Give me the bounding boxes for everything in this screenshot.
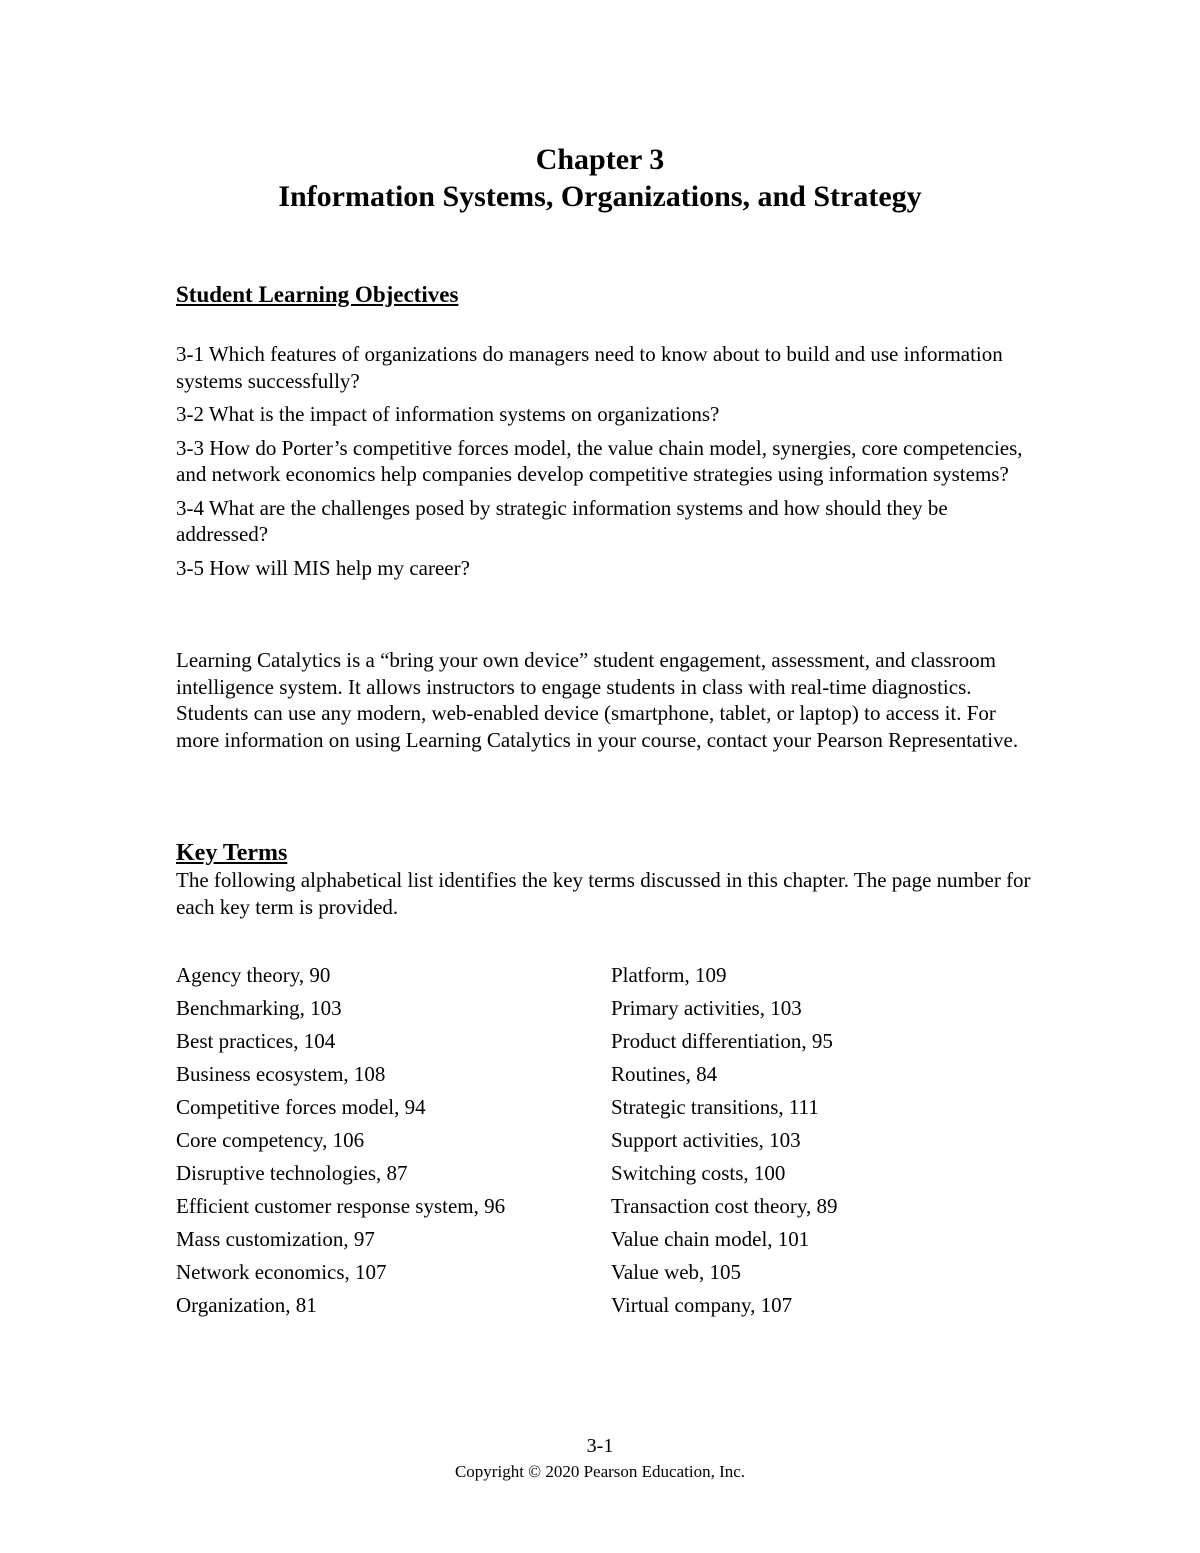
- key-term: Routines, 84: [611, 1062, 718, 1086]
- key-terms-intro: The following alphabetical list identifies the key terms discussed in this chapter. The page number for each key term is provided.: [176, 868, 1031, 919]
- objective-item: 3-1 Which features of organizations do managers need to know about to build and use information systems successfully?: [176, 342, 1003, 393]
- key-term: Value chain model, 101: [611, 1227, 810, 1251]
- key-term: Network economics, 107: [176, 1260, 387, 1284]
- learning-catalytics-paragraph: Learning Catalytics is a “bring your own device” student engagement, assessment, and classroom intelligence system. It allows instructors to engage students in class with real-time diagnostics. Students can use any modern, web-enabled device (smartphone, tablet, or laptop) to access it. For more information on using Learning Catalytics in your course, contact your Pearson Representative.: [176, 648, 1019, 752]
- key-term: Efficient customer response system, 96: [176, 1194, 506, 1218]
- key-terms-right-column: [611, 959, 1031, 1322]
- key-term: Strategic transitions, 111: [611, 1095, 819, 1119]
- objective-item: 3-5 How will MIS help my career?: [176, 555, 470, 580]
- objective-item: 3-4 What are the challenges posed by strategic information systems and how should they be addressed?: [176, 495, 948, 546]
- key-term: Business ecosystem, 108: [176, 1062, 386, 1086]
- objectives-list: [176, 341, 1036, 588]
- key-terms-left-column: [176, 959, 596, 1322]
- objectives-heading: Student Learning Objectives: [176, 282, 459, 307]
- key-term: Transaction cost theory, 89: [611, 1194, 838, 1218]
- key-term: Switching costs, 100: [611, 1161, 786, 1185]
- key-term: Platform, 109: [611, 963, 727, 987]
- key-term: Value web, 105: [611, 1260, 742, 1284]
- key-term: Best practices, 104: [176, 1029, 336, 1053]
- key-term: Organization, 81: [176, 1293, 317, 1317]
- key-term: Product differentiation, 95: [611, 1029, 833, 1053]
- key-term: Support activities, 103: [611, 1128, 801, 1152]
- key-term: Mass customization, 97: [176, 1227, 375, 1251]
- key-terms-heading: Key Terms: [176, 840, 288, 866]
- copyright-notice: Copyright © 2020 Pearson Education, Inc.: [454, 1462, 746, 1481]
- chapter-title: Information Systems, Organizations, and Strategy: [278, 180, 922, 213]
- key-term: Benchmarking, 103: [176, 996, 342, 1020]
- key-term: Core competency, 106: [176, 1128, 365, 1152]
- objective-item: 3-3 How do Porter’s competitive forces model, the value chain model, synergies, core competencies, and network economics help companies develop competitive strategies using information systems?: [176, 435, 1023, 486]
- key-term: Primary activities, 103: [611, 996, 802, 1020]
- page-number: 3-1: [586, 1435, 614, 1457]
- key-term: Disruptive technologies, 87: [176, 1161, 408, 1185]
- key-term: Competitive forces model, 94: [176, 1095, 426, 1119]
- key-term: Agency theory, 90: [176, 963, 331, 987]
- key-term: Virtual company, 107: [611, 1293, 793, 1317]
- chapter-number: Chapter 3: [535, 143, 665, 176]
- objective-item: 3-2 What is the impact of information systems on organizations?: [176, 402, 720, 426]
